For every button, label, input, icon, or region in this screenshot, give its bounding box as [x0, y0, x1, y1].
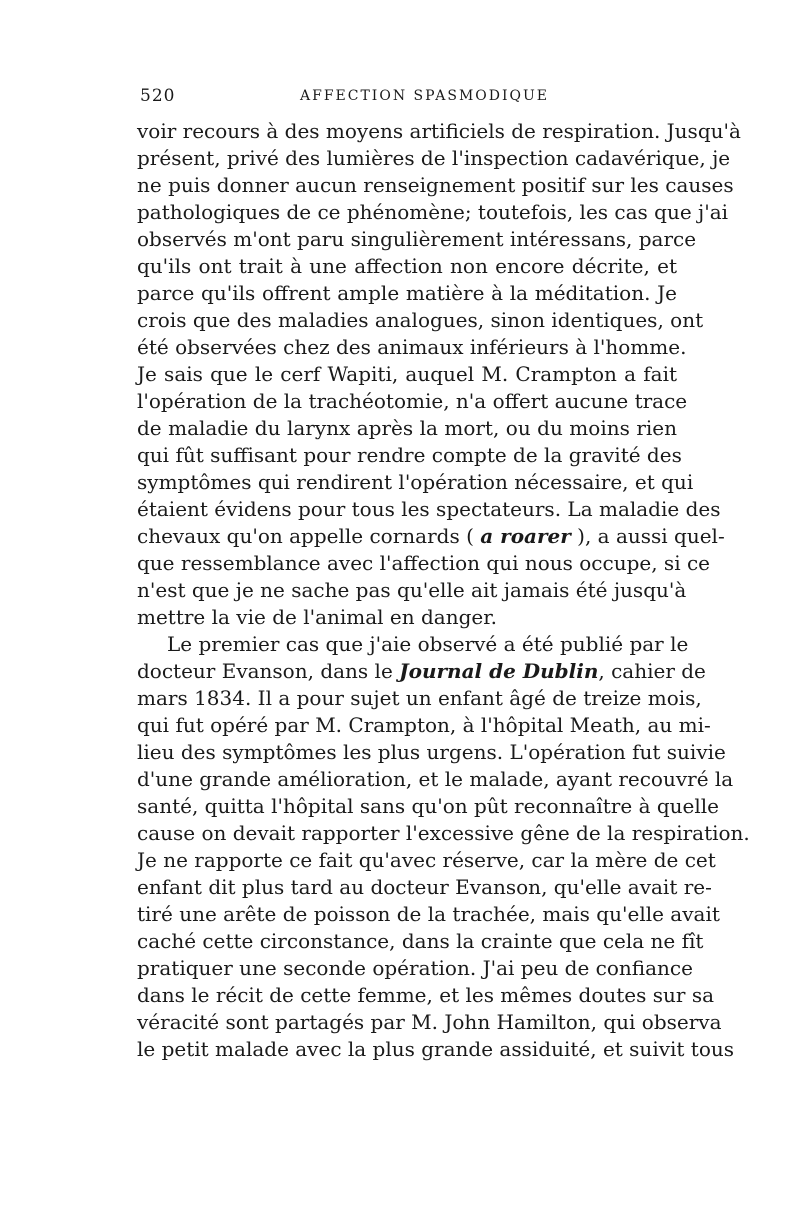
text-line: santé, quitta l'hôpital sans qu'on pût reconnaître à quelle	[137, 794, 719, 818]
text-line: n'est que je ne sache pas qu'elle ait jamais été jusqu'à	[137, 578, 687, 602]
text-line: que ressemblance avec l'affection qui nous occupe, si ce	[137, 551, 710, 575]
text-line: qui fut opéré par M. Crampton, à l'hôpital Meath, au mi-	[137, 713, 711, 737]
text-line: de maladie du larynx après la mort, ou du moins rien	[137, 416, 677, 440]
text-segment: ), a aussi quel-	[577, 524, 725, 548]
page-header	[140, 80, 672, 110]
italic-term: a roarer	[480, 524, 571, 548]
page-number: 520	[140, 86, 176, 106]
text-line: qu'ils ont trait à une affection non encore décrite, et	[137, 254, 677, 278]
text-segment: chevaux qu'on appelle cornards (	[137, 524, 474, 548]
text-line: l'opération de la trachéotomie, n'a offert aucune trace	[137, 389, 688, 413]
text-line: qui fût suffisant pour rendre compte de la gravité des	[137, 443, 682, 467]
text-line: cause on devait rapporter l'excessive gêne de la respiration.	[137, 821, 750, 845]
text-line: tiré une arête de poisson de la trachée, mais qu'elle avait	[137, 902, 720, 926]
text-line: Je sais que le cerf Wapiti, auquel M. Crampton a fait	[137, 362, 677, 386]
text-line: symptômes qui rendirent l'opération nécessaire, et qui	[137, 470, 694, 494]
text-line: caché cette circonstance, dans la crainte que cela ne fît	[137, 929, 704, 953]
text-line: mars 1834. Il a pour sujet un enfant âgé de treize mois,	[137, 686, 702, 710]
text-line: pathologiques de ce phénomène; toutefois, les cas que j'ai	[137, 200, 729, 224]
text-line: voir recours à des moyens artificiels de respiration. Jusqu'à	[137, 119, 741, 143]
body-text	[137, 118, 750, 1063]
text-line: pratiquer une seconde opération. J'ai peu de confiance	[137, 956, 693, 980]
italic-journal-title: Journal de Dublin	[399, 659, 599, 683]
text-line: ne puis donner aucun renseignement positif sur les causes	[137, 173, 734, 197]
text-line: étaient évidens pour tous les spectateurs. La maladie des	[137, 497, 721, 521]
text-line: lieu des symptômes les plus urgens. L'opération fut suivie	[137, 740, 726, 764]
text-line: présent, privé des lumières de l'inspection cadavérique, je	[137, 146, 731, 170]
text-segment: , cahier de	[598, 659, 706, 683]
text-line: Je ne rapporte ce fait qu'avec réserve, car la mère de cet	[137, 848, 716, 872]
text-line: dans le récit de cette femme, et les mêmes doutes sur sa	[137, 983, 715, 1007]
text-line-with-italic	[137, 658, 706, 685]
text-line: observés m'ont paru singulièrement intéressans, parce	[137, 227, 697, 251]
text-line: d'une grande amélioration, et le malade, ayant recouvré la	[137, 767, 734, 791]
running-head: AFFECTION SPASMODIQUE	[300, 88, 550, 104]
text-segment: docteur Evanson, dans le	[137, 659, 400, 683]
text-line: Le premier cas que j'aie observé a été publié par le	[167, 632, 689, 656]
text-line: le petit malade avec la plus grande assiduité, et suivit tous	[137, 1037, 735, 1061]
text-line: véracité sont partagés par M. John Hamilton, qui observa	[137, 1010, 722, 1034]
text-line: parce qu'ils offrent ample matière à la méditation. Je	[137, 281, 677, 305]
text-line-with-italic	[137, 523, 725, 550]
text-line: crois que des maladies analogues, sinon identiques, ont	[137, 308, 704, 332]
text-line: mettre la vie de l'animal en danger.	[137, 605, 497, 629]
text-line: été observées chez des animaux inférieurs à l'homme.	[137, 335, 687, 359]
text-line: enfant dit plus tard au docteur Evanson, qu'elle avait re-	[137, 875, 712, 899]
